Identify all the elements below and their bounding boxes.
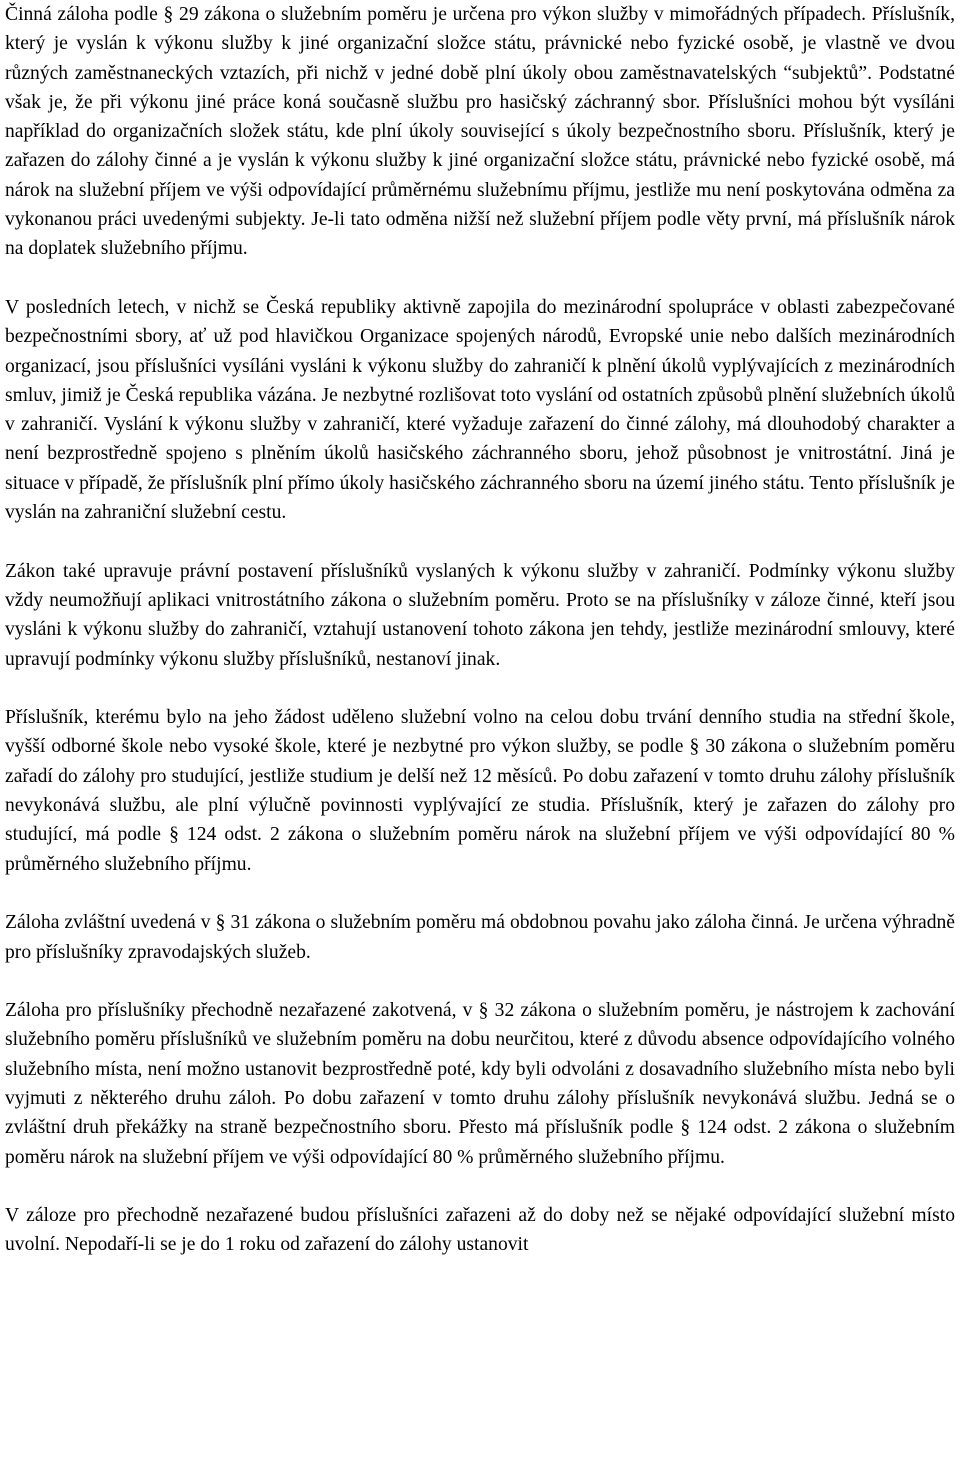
paragraph-active-reserve [5,0,955,264]
paragraph-text: Zákon také upravuje právní postavení příslušníků vyslaných k výkonu služby v zahraničí. Podmínky výkonu služby vždy neumožňují aplikaci vnitrostátního zákona o služebním poměru. Proto se na příslušníky v záloze činné, kteří jsou vysláni k výkonu služby do zahraničí, vztahují ustanovení tohoto zákona jen tehdy, jestliže mezinárodní smlouvy, které upravují podmínky výkonu služby příslušníků, nestanoví jinak. [5,560,955,670]
paragraph-student-reserve [5,703,955,879]
paragraph-legal-status [5,557,955,674]
paragraph-unassigned-continuation [5,1201,955,1260]
paragraph-text: Činná záloha podle § 29 zákona o služebním poměru je určena pro výkon služby v mimořádných případech. Příslušník, který je vyslán k výkonu služby k jiné organizační složce státu, právnické nebo fyzické osobě, je vlastně ve dvou různých zaměstnaneckých vztazích, při nichž v jedné době plní úkoly obou zaměstnavatelských “subjektů”. Podstatné však je, že při výkonu jiné práce koná současně službu pro hasičský záchranný sbor. Příslušníci mohou být vysíláni například do organizačních složek státu, kde plní úkoly související s úkoly bezpečnostního sboru. [5,4,955,143]
paragraph-text: Záloha zvláštní uvedená v § 31 zákona o služebním poměru má obdobnou povahu jako záloha činná. Je určena výhradně pro příslušníky zpravodajských služeb. [5,912,955,963]
paragraph-special-reserve [5,908,955,967]
paragraph-text: V posledních letech, v nichž se Česká republiky aktivně zapojila do mezinárodní spolupráce v oblasti zabezpečované bezpečnostními sbory, ať už pod hlavičkou Organizace spojených národů, Evropské unie nebo dalších mezinárodních organizací, jsou příslušníci vysíláni vysláni k výkonu služby do zahraničí k plnění úkolů vyplývajících z mezinárodních smluv, jimiž je Česká republika vázána. Je nezbytné rozlišovat toto vyslání od ostatních způsobů plnění služebních úkolů v zahraničí. Vyslání k výkonu služby v zahraničí, které vyžaduje zařazení do činné zálohy, má dlouhodobý charakter a není bezprostředně spojeno s plněním úkolů hasičského záchranného sboru, jehož působnost je vnitrostátní. Jiná je situace v případě, že příslušník plní přímo úkoly hasičského záchranného sboru na území jiného státu. Tento příslušník je vyslán na zahraniční služební cestu. [5,296,955,524]
paragraph-unassigned-reserve [5,996,955,1172]
paragraph-foreign-service [5,293,955,527]
document-page [5,0,955,1260]
paragraph-text: Záloha pro příslušníky přechodně nezařazené zakotvená, v § 32 zákona o služebním poměru, je nástrojem k zachování služebního poměru příslušníků ve služebním poměru na dobu neurčitou, které z důvodu absence odpovídajícího volného služebního místa, není možno ustanovit bezprostředně poté, kdy byli odvoláni z dosavadního služebního místa nebo byli vyjmuti z některého druhu záloh. Po dobu zařazení v tomto druhu zálohy příslušník nevykonává službu. Jedná se o zvláštní druh překážky na straně bezpečnostního sboru. Přesto má příslušník podle § 124 odst. 2 zákona o služebním poměru nárok na služební příjem ve výši odpovídající 80 % průměrného služebního příjmu. [5,1000,955,1168]
paragraph-text: Příslušník, kterému bylo na jeho žádost uděleno služební volno na celou dobu trvání denního studia na střední škole, vyšší odborné škole nebo vysoké škole, které je nezbytné pro výkon služby, se podle § 30 zákona o služebním poměru zařadí do zálohy pro studující, jestliže studium je delší než 12 měsíců. Po dobu zařazení v tomto druhu zálohy příslušník nevykonává službu, ale plní výlučně povinnosti vyplývající ze studia. Příslušník, který je zařazen do zálohy pro studující, má podle § 124 odst. 2 zákona o služebním poměru nárok na služební příjem ve výši odpovídající 80 % průměrného služebního příjmu. [5,707,955,875]
paragraph-text: V záloze pro přechodně nezařazené budou příslušníci zařazeni až do doby než se nějaké odpovídající služební místo uvolní. Nepodaří-li se je do 1 roku od zařazení do zálohy ustanovit [5,1205,955,1256]
paragraph-text: Příslušník, který je zařazen do zálohy činné a je vyslán k výkonu služby k jiné organizační složce státu, právnické nebo fyzické osobě, má nárok na služební příjem ve výši odpovídající průměrnému služebnímu příjmu, jestliže mu není poskytována odměna za vykonanou práci uvedenými subjekty. Je-li tato odměna nižší než služební příjem podle věty první, má příslušník nárok na doplatek služebního příjmu. [5,121,955,260]
